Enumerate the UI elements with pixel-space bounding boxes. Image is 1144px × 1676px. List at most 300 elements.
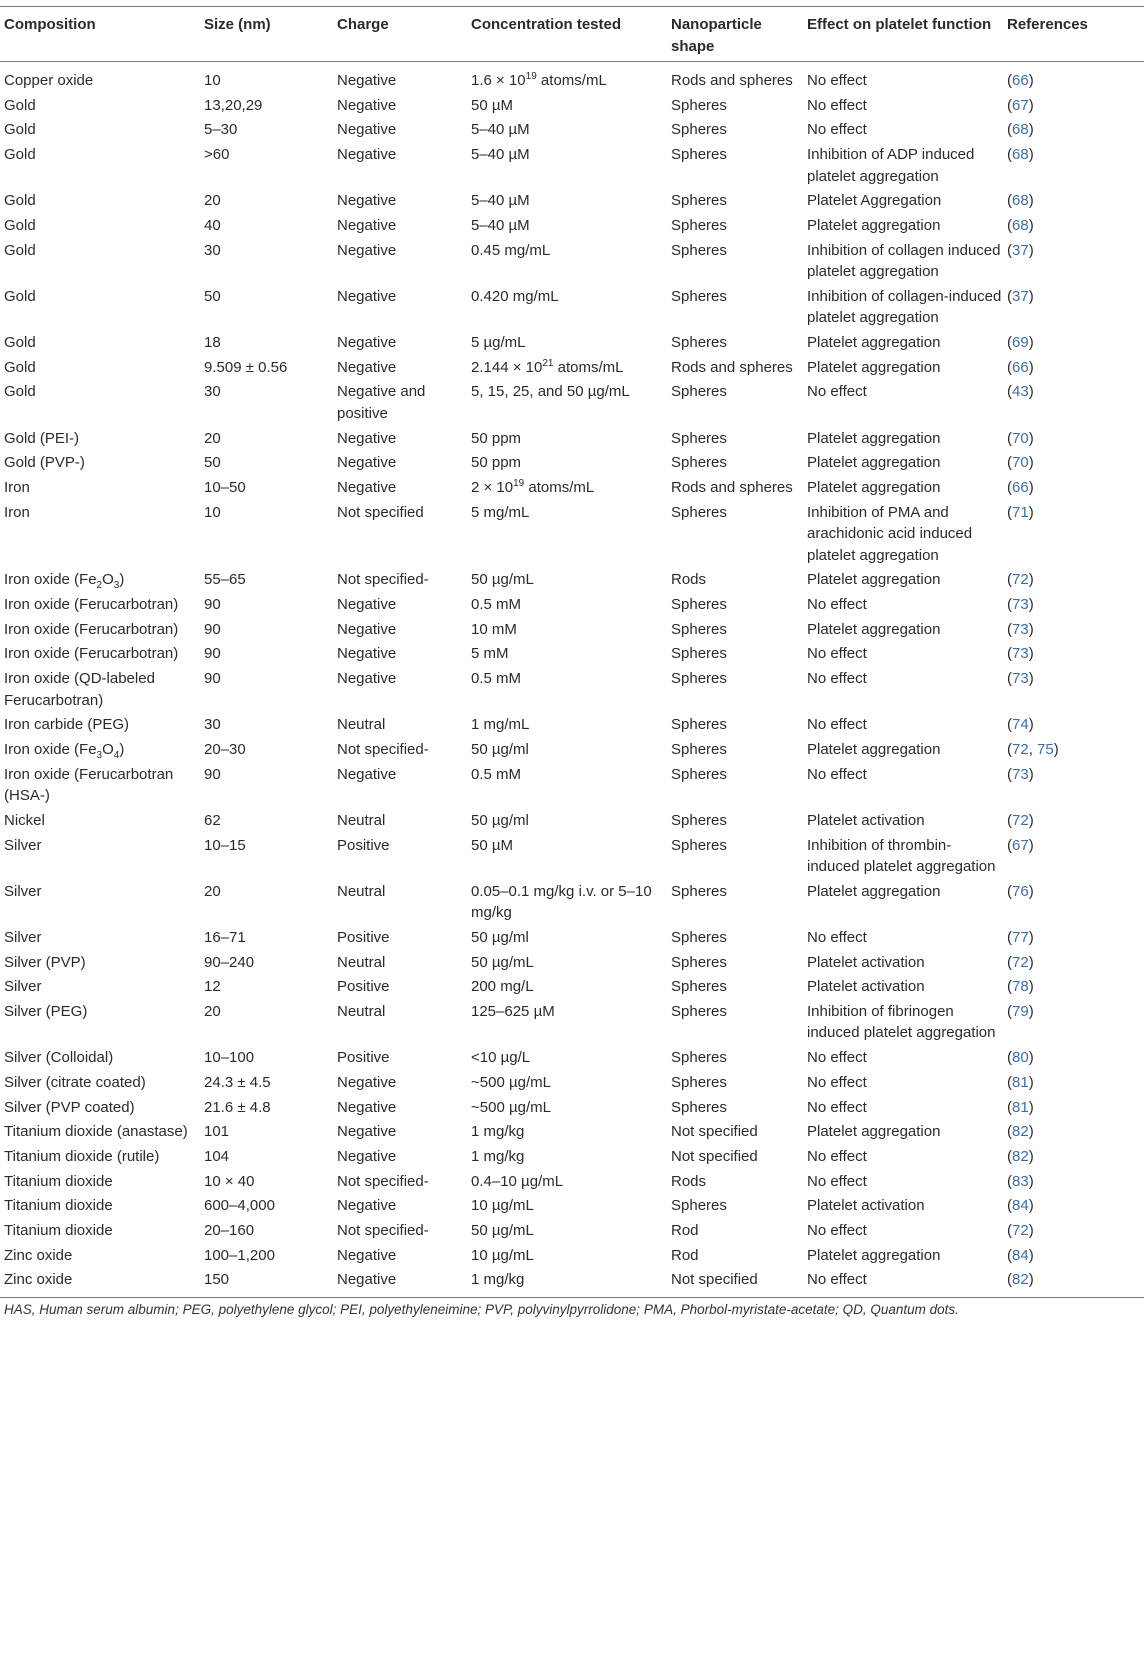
- cell-shape: Not specified: [671, 1271, 758, 1289]
- cell-shape: Spheres: [671, 620, 727, 638]
- cell-references: (73): [1007, 765, 1034, 783]
- table-row: [0, 381, 1144, 427]
- cell-charge: Negative: [337, 620, 397, 638]
- cell-charge: Negative: [337, 670, 397, 688]
- cell-size: 10–15: [204, 836, 246, 854]
- cell-concentration: 1 mg/kg: [471, 1123, 525, 1141]
- cell-shape: Spheres: [671, 596, 727, 613]
- reference-link[interactable]: 80: [1012, 1049, 1029, 1067]
- cell-concentration: 5, 15, 25, and 50 µg/mL: [471, 383, 630, 401]
- cell-composition: Iron oxide (Ferucarbotran): [4, 620, 179, 638]
- cell-references: (77): [1007, 928, 1034, 946]
- cell-composition: Silver: [4, 978, 42, 996]
- cell-charge: Negative: [337, 1098, 397, 1116]
- cell-composition: Gold: [4, 334, 36, 351]
- cell-size: 90: [204, 670, 221, 688]
- cell-shape: Spheres: [671, 334, 727, 351]
- nanoparticle-table: [0, 6, 1144, 1298]
- cell-concentration: 50 µg/ml: [471, 928, 529, 946]
- cell-shape: Spheres: [671, 670, 727, 688]
- reference-link[interactable]: 37: [1012, 241, 1029, 259]
- cell-size: 20–160: [204, 1221, 255, 1239]
- table-row: [0, 714, 1144, 739]
- cell-effect: No effect: [807, 1073, 867, 1091]
- cell-concentration: 5–40 µM: [471, 121, 530, 139]
- cell-size: 30: [204, 383, 221, 401]
- cell-charge: Negative: [337, 72, 397, 89]
- cell-shape: Spheres: [671, 383, 727, 401]
- cell-references: (68): [1007, 216, 1034, 234]
- reference-link[interactable]: 43: [1012, 383, 1029, 401]
- cell-composition: Iron oxide (Ferucarbotran (HSA-): [4, 765, 174, 805]
- reference-link[interactable]: 82: [1012, 1123, 1029, 1141]
- cell-references: (68): [1007, 146, 1034, 164]
- cell-charge: Negative: [337, 287, 397, 305]
- cell-shape: Spheres: [671, 192, 727, 210]
- cell-references: (84): [1007, 1246, 1034, 1264]
- reference-link[interactable]: 67: [1012, 96, 1029, 114]
- cell-references: (67): [1007, 836, 1034, 854]
- cell-effect: No effect: [807, 928, 867, 946]
- cell-composition: Zinc oxide: [4, 1246, 73, 1264]
- cell-charge: Neutral: [337, 882, 386, 900]
- reference-link[interactable]: 75: [1037, 740, 1054, 758]
- reference-link[interactable]: 84: [1012, 1197, 1029, 1215]
- cell-composition: Nickel: [4, 811, 45, 829]
- cell-size: 104: [204, 1147, 230, 1165]
- reference-link[interactable]: 72: [1012, 1221, 1029, 1239]
- reference-link[interactable]: 66: [1012, 72, 1029, 89]
- cell-size: 50: [204, 287, 221, 305]
- cell-effect: Platelet aggregation: [807, 478, 941, 496]
- reference-link[interactable]: 67: [1012, 836, 1029, 854]
- cell-size: 10–100: [204, 1049, 255, 1067]
- cell-effect: Platelet aggregation: [807, 882, 941, 900]
- cell-effect: No effect: [807, 121, 867, 139]
- cell-composition: Gold: [4, 216, 36, 234]
- table-row: [0, 1220, 1144, 1245]
- table-body: [0, 62, 1144, 1298]
- cell-composition: Silver (PVP): [4, 953, 86, 971]
- cell-size: 90: [204, 645, 221, 663]
- cell-composition: Gold (PEI-): [4, 429, 80, 447]
- cell-effect: Inhibition of collagen induced platelet aggregation: [807, 241, 1001, 281]
- reference-link[interactable]: 78: [1012, 978, 1029, 996]
- reference-link[interactable]: 68: [1012, 192, 1029, 210]
- cell-charge: Negative: [337, 765, 397, 783]
- cell-charge: Not specified-: [337, 571, 429, 589]
- cell-shape: Spheres: [671, 429, 727, 447]
- reference-link[interactable]: 68: [1012, 146, 1029, 164]
- header-shape: Nanoparticle shape: [667, 7, 803, 62]
- cell-charge: Neutral: [337, 953, 386, 971]
- cell-shape: Rods and spheres: [671, 72, 793, 89]
- cell-composition: Gold: [4, 383, 36, 401]
- cell-composition: Titanium dioxide: [4, 1172, 113, 1190]
- cell-shape: Spheres: [671, 1098, 727, 1116]
- reference-link[interactable]: 73: [1012, 596, 1029, 613]
- header-concentration: Concentration tested: [467, 7, 667, 62]
- table-row: [0, 764, 1144, 810]
- cell-references: (81): [1007, 1098, 1034, 1116]
- header-row: [0, 7, 1144, 62]
- cell-concentration: 50 µM: [471, 836, 513, 854]
- cell-charge: Negative: [337, 596, 397, 613]
- reference-link[interactable]: 84: [1012, 1246, 1029, 1264]
- header-references: References: [1003, 7, 1144, 62]
- header-composition: Composition: [0, 7, 200, 62]
- cell-effect: No effect: [807, 72, 867, 89]
- cell-size: 62: [204, 811, 221, 829]
- cell-effect: Platelet aggregation: [807, 620, 941, 638]
- reference-link[interactable]: 82: [1012, 1147, 1029, 1165]
- cell-charge: Negative: [337, 192, 397, 210]
- cell-shape: Spheres: [671, 978, 727, 996]
- cell-references: (82): [1007, 1123, 1034, 1141]
- cell-size: 90: [204, 620, 221, 638]
- cell-effect: No effect: [807, 596, 867, 613]
- cell-references: (67): [1007, 96, 1034, 114]
- cell-references: (73): [1007, 645, 1034, 663]
- cell-concentration: 50 µg/mL: [471, 953, 534, 971]
- cell-size: 16–71: [204, 928, 246, 946]
- cell-concentration: 1 mg/kg: [471, 1271, 525, 1289]
- cell-charge: Not specified-: [337, 1221, 429, 1239]
- cell-size: 50: [204, 454, 221, 472]
- cell-charge: Negative: [337, 454, 397, 472]
- reference-link[interactable]: 37: [1012, 287, 1029, 305]
- cell-charge: Negative: [337, 96, 397, 114]
- cell-composition: Gold: [4, 146, 36, 164]
- cell-concentration: 5 mg/mL: [471, 503, 530, 521]
- cell-composition: Zinc oxide: [4, 1271, 73, 1289]
- reference-link[interactable]: 73: [1012, 670, 1029, 688]
- cell-concentration: 10 µg/mL: [471, 1246, 534, 1264]
- header-charge: Charge: [333, 7, 467, 62]
- cell-shape: Not specified: [671, 1147, 758, 1165]
- cell-composition: Iron oxide $(Fe_3O_4)$: [4, 740, 125, 761]
- cell-concentration: 50 ppm: [471, 429, 522, 447]
- reference-link[interactable]: 73: [1012, 620, 1029, 638]
- table-row: [0, 881, 1144, 927]
- table-row: [0, 1269, 1144, 1297]
- reference-link[interactable]: 77: [1012, 928, 1029, 946]
- cell-concentration: 1 mg/mL: [471, 716, 530, 734]
- cell-size: 5–30: [204, 121, 238, 139]
- cell-composition: Iron oxide (QD-labeled Ferucarbotran): [4, 670, 155, 709]
- cell-references: (68): [1007, 192, 1034, 210]
- cell-size: 21.6 ± 4.8: [204, 1098, 271, 1116]
- table-footnote: HAS, Human serum albumin; PEG, polyethylene glycol; PEI, polyethyleneimine; PVP, polyvinylpyrrolidone; PMA, Phorbol-myristate-acetate; QD, Quantum dots.: [4, 1301, 959, 1317]
- table-row: [0, 240, 1144, 286]
- cell-size: 12: [204, 978, 221, 996]
- table-row: [0, 810, 1144, 835]
- cell-shape: Spheres: [671, 454, 727, 472]
- cell-shape: Spheres: [671, 836, 727, 854]
- table-row: [0, 619, 1144, 644]
- cell-charge: Positive: [337, 928, 390, 946]
- cell-references: (69): [1007, 334, 1034, 351]
- cell-references: (80): [1007, 1049, 1034, 1067]
- cell-composition: Silver: [4, 928, 42, 946]
- header-effect: Effect on platelet function: [803, 7, 1003, 62]
- cell-size: 20: [204, 192, 221, 210]
- table-row: [0, 952, 1144, 977]
- cell-composition: Iron: [4, 503, 30, 521]
- cell-charge: Negative: [337, 429, 397, 447]
- cell-concentration: 5 µg/mL: [471, 334, 526, 351]
- cell-composition: Silver: [4, 836, 42, 854]
- cell-size: 600–4,000: [204, 1197, 275, 1215]
- cell-composition: Gold: [4, 192, 36, 210]
- cell-composition: Silver (PEG): [4, 1002, 88, 1020]
- table-row: [0, 1146, 1144, 1171]
- cell-references: (66): [1007, 478, 1034, 496]
- cell-effect: No effect: [807, 1098, 867, 1116]
- cell-charge: Positive: [337, 1049, 390, 1067]
- cell-references: (81): [1007, 1073, 1034, 1091]
- cell-shape: Spheres: [671, 241, 727, 259]
- cell-size: 30: [204, 716, 221, 734]
- cell-composition: Iron oxide (Ferucarbotran): [4, 596, 179, 613]
- table-row: [0, 119, 1144, 144]
- cell-shape: Spheres: [671, 503, 727, 521]
- cell-composition: Gold: [4, 121, 36, 139]
- cell-shape: Rod: [671, 1221, 699, 1239]
- reference-link[interactable]: 76: [1012, 882, 1029, 900]
- reference-link[interactable]: 72: [1012, 571, 1029, 589]
- cell-effect: Platelet aggregation: [807, 216, 941, 234]
- cell-shape: Spheres: [671, 287, 727, 305]
- cell-references: (72): [1007, 811, 1034, 829]
- cell-charge: Positive: [337, 836, 390, 854]
- table-row: [0, 1171, 1144, 1196]
- cell-effect: Platelet aggregation: [807, 358, 941, 376]
- reference-link[interactable]: 74: [1012, 716, 1029, 734]
- cell-charge: Not specified: [337, 503, 424, 521]
- cell-composition: Gold: [4, 241, 36, 259]
- cell-concentration: 50 µg/ml: [471, 740, 529, 758]
- cell-effect: Platelet aggregation: [807, 740, 941, 758]
- cell-size: 18: [204, 334, 221, 351]
- cell-references: (79): [1007, 1002, 1034, 1020]
- cell-concentration: 0.5 mM: [471, 670, 522, 688]
- cell-effect: Platelet activation: [807, 953, 925, 971]
- cell-composition: Iron carbide (PEG): [4, 716, 130, 734]
- cell-concentration: 5 mM: [471, 645, 509, 663]
- cell-composition: Titanium dioxide: [4, 1197, 113, 1215]
- cell-concentration: 50 µg/mL: [471, 1221, 534, 1239]
- cell-size: 30: [204, 241, 221, 259]
- cell-size: 9.509 ± 0.56: [204, 358, 288, 376]
- cell-effect: No effect: [807, 765, 867, 783]
- table-row: [0, 428, 1144, 453]
- cell-composition: Copper oxide: [4, 72, 94, 89]
- cell-size: 101: [204, 1123, 230, 1141]
- cell-size: 90–240: [204, 953, 255, 971]
- cell-size: 10 × 40: [204, 1172, 255, 1190]
- cell-effect: Inhibition of PMA and arachidonic acid induced platelet aggregation: [807, 503, 973, 564]
- cell-charge: Negative: [337, 1271, 397, 1289]
- table-row: [0, 643, 1144, 668]
- cell-charge: Neutral: [337, 811, 386, 829]
- cell-effect: No effect: [807, 716, 867, 734]
- cell-charge: Negative: [337, 478, 397, 496]
- cell-charge: Negative: [337, 1246, 397, 1264]
- reference-link[interactable]: 66: [1012, 358, 1029, 376]
- cell-references: (73): [1007, 620, 1034, 638]
- reference-link[interactable]: 73: [1012, 765, 1029, 783]
- cell-shape: Spheres: [671, 96, 727, 114]
- cell-size: 20: [204, 1002, 221, 1020]
- cell-effect: Platelet aggregation: [807, 429, 941, 447]
- cell-shape: Rods: [671, 1172, 707, 1190]
- table-row: [0, 144, 1144, 190]
- cell-composition: Silver (PVP coated): [4, 1098, 135, 1116]
- cell-references: (73): [1007, 670, 1034, 688]
- cell-concentration: 125–625 µM: [471, 1002, 555, 1020]
- reference-link[interactable]: 73: [1012, 645, 1029, 663]
- cell-size: 20–30: [204, 740, 246, 758]
- cell-charge: Negative and positive: [337, 383, 426, 422]
- table-row: [0, 1097, 1144, 1122]
- cell-effect: Platelet aggregation: [807, 571, 941, 589]
- cell-effect: Platelet aggregation: [807, 1123, 941, 1141]
- table-row: [0, 190, 1144, 215]
- cell-charge: Neutral: [337, 1002, 386, 1020]
- cell-concentration: $1.6 \times 10^{19}$ atoms/mL: [471, 71, 607, 89]
- cell-concentration: 0.420 mg/mL: [471, 287, 559, 305]
- cell-references: (82): [1007, 1147, 1034, 1165]
- cell-references: (83): [1007, 1172, 1034, 1190]
- cell-shape: Spheres: [671, 645, 727, 663]
- cell-references: (76): [1007, 882, 1034, 900]
- cell-charge: Neutral: [337, 716, 386, 734]
- cell-concentration: $2.144 \times 10^{21}$ atoms/mL: [471, 357, 624, 376]
- table-row: [0, 1195, 1144, 1220]
- cell-references: (84): [1007, 1197, 1034, 1215]
- cell-concentration: <10 µg/L: [471, 1049, 531, 1067]
- cell-effect: No effect: [807, 383, 867, 401]
- cell-concentration: ~500 µg/mL: [471, 1098, 551, 1116]
- cell-shape: Not specified: [671, 1123, 758, 1141]
- cell-references: (66): [1007, 72, 1034, 89]
- cell-composition: Iron oxide (Ferucarbotran): [4, 645, 179, 663]
- cell-effect: Platelet aggregation: [807, 454, 941, 472]
- cell-shape: Spheres: [671, 928, 727, 946]
- cell-composition: Gold (PVP-): [4, 454, 85, 472]
- reference-link[interactable]: 82: [1012, 1271, 1029, 1289]
- table-row: [0, 95, 1144, 120]
- cell-shape: Spheres: [671, 216, 727, 234]
- cell-effect: Inhibition of collagen-induced platelet aggregation: [807, 287, 1002, 327]
- cell-size: 13,20,29: [204, 96, 263, 114]
- cell-charge: Negative: [337, 1197, 397, 1215]
- cell-size: 10: [204, 503, 221, 521]
- cell-charge: Negative: [337, 358, 397, 376]
- cell-composition: Iron oxide $(Fe_2O_3)$: [4, 571, 125, 592]
- cell-shape: Rods: [671, 571, 707, 589]
- cell-effect: Platelet Aggregation: [807, 192, 942, 210]
- cell-size: 55–65: [204, 571, 246, 589]
- cell-references: (70): [1007, 454, 1034, 472]
- cell-charge: Not specified-: [337, 740, 429, 758]
- table-row: [0, 286, 1144, 332]
- cell-composition: Gold: [4, 358, 36, 376]
- cell-references: (37): [1007, 241, 1034, 259]
- cell-size: 24.3 ± 4.5: [204, 1073, 271, 1091]
- cell-concentration: 0.45 mg/mL: [471, 241, 551, 259]
- reference-link[interactable]: 68: [1012, 216, 1029, 234]
- table-row: [0, 594, 1144, 619]
- cell-references: (37): [1007, 287, 1034, 305]
- cell-charge: Not specified-: [337, 1172, 429, 1190]
- cell-shape: Spheres: [671, 765, 727, 783]
- cell-concentration: 5–40 µM: [471, 192, 530, 210]
- reference-link[interactable]: 69: [1012, 334, 1029, 351]
- cell-concentration: $2 \times 10^{19}$ atoms/mL: [471, 477, 595, 496]
- cell-composition: Gold: [4, 96, 36, 114]
- cell-composition: Titanium dioxide (rutile): [4, 1147, 160, 1165]
- table-header: [0, 7, 1144, 62]
- table-row: [0, 357, 1144, 382]
- cell-effect: No effect: [807, 1147, 867, 1165]
- reference-link[interactable]: 81: [1012, 1073, 1029, 1091]
- cell-effect: No effect: [807, 1049, 867, 1067]
- cell-size: >60: [204, 146, 230, 164]
- reference-link[interactable]: 66: [1012, 478, 1029, 496]
- reference-link[interactable]: 83: [1012, 1172, 1029, 1190]
- cell-concentration: 1 mg/kg: [471, 1147, 525, 1165]
- table-row: [0, 477, 1144, 502]
- cell-size: 40: [204, 216, 221, 234]
- reference-link[interactable]: 72: [1012, 740, 1029, 758]
- cell-references: (70): [1007, 429, 1034, 447]
- cell-composition: Titanium dioxide (anastase): [4, 1123, 188, 1141]
- cell-concentration: 50 µg/mL: [471, 571, 534, 589]
- cell-composition: Titanium dioxide: [4, 1221, 113, 1239]
- cell-effect: No effect: [807, 1172, 867, 1190]
- cell-references: (82): [1007, 1271, 1034, 1289]
- cell-shape: Spheres: [671, 740, 727, 758]
- cell-composition: Iron: [4, 478, 30, 496]
- cell-composition: Silver: [4, 882, 42, 900]
- table-row: [0, 1047, 1144, 1072]
- cell-size: 10: [204, 72, 221, 89]
- table-row: [0, 569, 1144, 594]
- cell-shape: Spheres: [671, 953, 727, 971]
- table-row: [0, 1072, 1144, 1097]
- reference-link[interactable]: 70: [1012, 454, 1029, 472]
- table-row: [0, 215, 1144, 240]
- reference-link[interactable]: 79: [1012, 1002, 1029, 1020]
- table-row: [0, 1121, 1144, 1146]
- cell-shape: Rod: [671, 1246, 699, 1264]
- cell-shape: Spheres: [671, 1197, 727, 1215]
- reference-link[interactable]: 72: [1012, 811, 1029, 829]
- table-row: [0, 976, 1144, 1001]
- table-row: [0, 835, 1144, 881]
- cell-concentration: 50 ppm: [471, 454, 522, 472]
- reference-link[interactable]: 72: [1012, 953, 1029, 971]
- reference-link[interactable]: 71: [1012, 503, 1029, 521]
- cell-concentration: 5–40 µM: [471, 146, 530, 164]
- cell-shape: Spheres: [671, 146, 727, 164]
- reference-link[interactable]: 70: [1012, 429, 1029, 447]
- reference-link[interactable]: 81: [1012, 1098, 1029, 1116]
- cell-shape: Spheres: [671, 121, 727, 139]
- reference-link[interactable]: 68: [1012, 121, 1029, 139]
